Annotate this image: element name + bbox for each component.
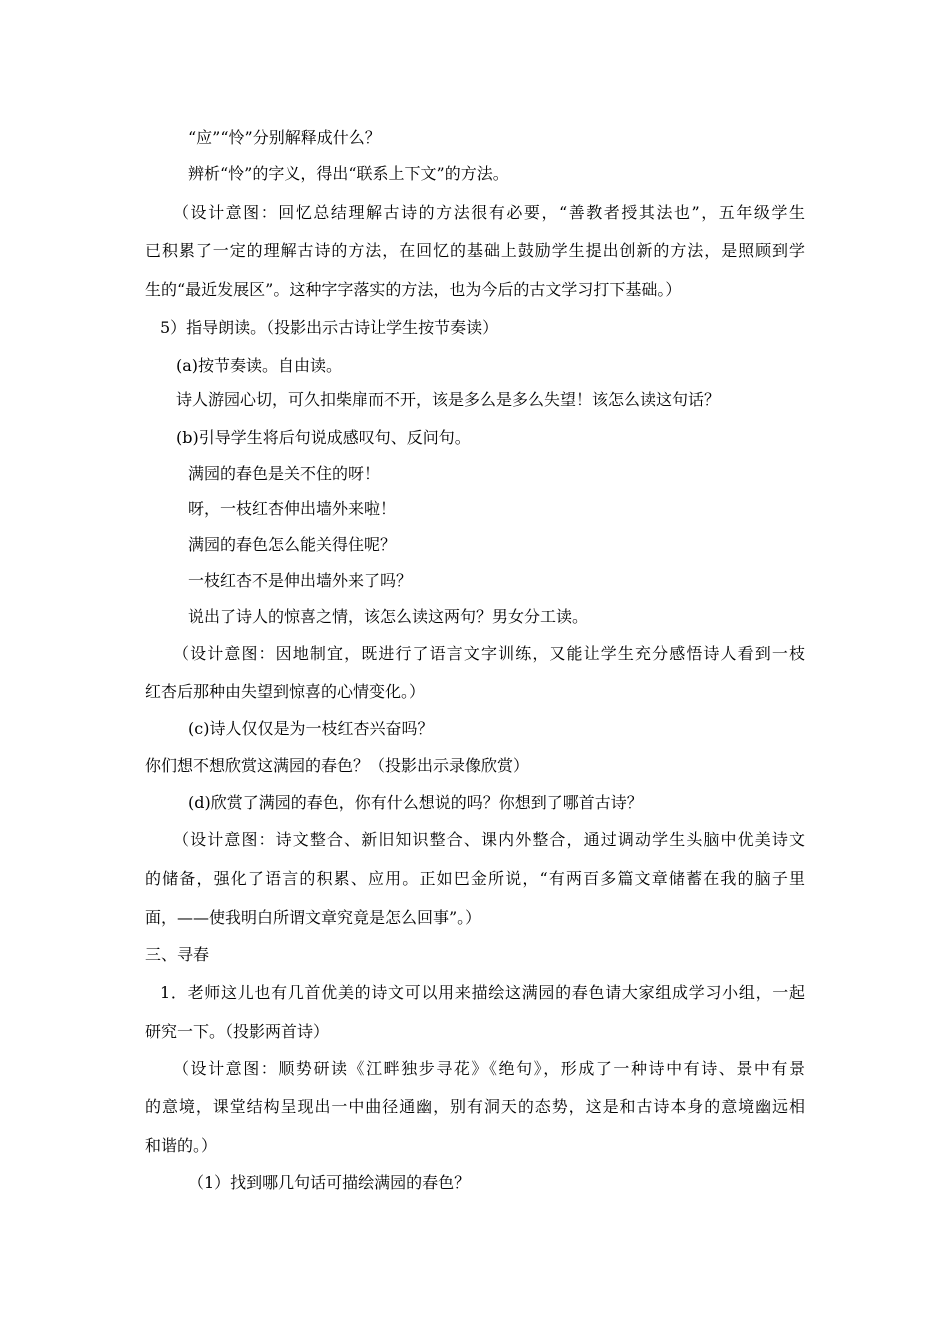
text-line: (b)引导学生将后句说成感叹句、反问句。	[176, 428, 471, 447]
text-line: 和谐的。）	[145, 1136, 218, 1155]
text-line: （设计意图：因地制宜，既进行了语言文字训练，又能让学生充分感悟诗人看到一枝	[173, 644, 805, 663]
text-line: 一枝红杏不是伸出墙外来了吗？	[188, 571, 413, 590]
text-line: 呀，一枝红杏伸出墙外来啦！	[188, 499, 397, 518]
text-line: 5）指导朗读。（投影出示古诗让学生按节奏读）	[160, 318, 499, 337]
text-line: 的意境，课堂结构呈现出一中曲径通幽，别有洞天的态势，这是和古诗本身的意境幽远相	[145, 1097, 805, 1116]
text-line: 研究一下。（投影两首诗）	[145, 1022, 330, 1041]
text-line: （1）找到哪几句话可描绘满园的春色？	[188, 1173, 471, 1192]
text-line: 满园的春色怎么能关得住呢？	[188, 535, 397, 554]
text-line: 面，——使我明白所谓文章究竟是怎么回事”。）	[145, 908, 482, 927]
text-line: 红杏后那种由失望到惊喜的心情变化。）	[145, 682, 426, 701]
text-line: （设计意图：回忆总结理解古诗的方法很有必要，“善教者授其法也”，五年级学生	[173, 203, 805, 222]
text-line: 诗人游园心切，可久扣柴扉而不开，该是多么是多么失望！该怎么读这句话？	[176, 390, 721, 409]
text-line: (a)按节奏读。自由读。	[176, 356, 343, 375]
text-line: (c)诗人仅仅是为一枝红杏兴奋吗？	[188, 719, 434, 738]
text-line: 满园的春色是关不住的呀！	[188, 464, 381, 483]
text-line: （设计意图：诗文整合、新旧知识整合、课内外整合，通过调动学生头脑中优美诗文	[173, 830, 805, 849]
text-line: （设计意图：顺势研读《江畔独步寻花》《绝句》，形成了一种诗中有诗、景中有景	[173, 1059, 805, 1078]
text-line: 你们想不想欣赏这满园的春色？（投影出示录像欣赏）	[145, 756, 530, 775]
text-line: 说出了诗人的惊喜之情，该怎么读这两句？男女分工读。	[188, 607, 589, 626]
text-line: “应”“怜”分别解释成什么？	[188, 128, 381, 147]
text-line: 已积累了一定的理解古诗的方法，在回忆的基础上鼓励学生提出创新的方法，是照顾到学	[145, 241, 805, 260]
text-line: 1．老师这儿也有几首优美的诗文可以用来描绘这满园的春色请大家组成学习小组，一起	[160, 983, 805, 1002]
text-line: 生的“最近发展区”。这种字字落实的方法，也为今后的古文学习打下基础。）	[145, 280, 682, 299]
text-line: (d)欣赏了满园的春色，你有什么想说的吗？你想到了哪首古诗？	[188, 793, 643, 812]
text-line: 的储备，强化了语言的积累、应用。正如巴金所说，“有两百多篇文章储蓄在我的脑子里	[145, 869, 805, 888]
text-line: 辨析“怜”的字义，得出“联系上下文”的方法。	[188, 164, 509, 183]
section-heading: 三、寻春	[145, 945, 210, 964]
